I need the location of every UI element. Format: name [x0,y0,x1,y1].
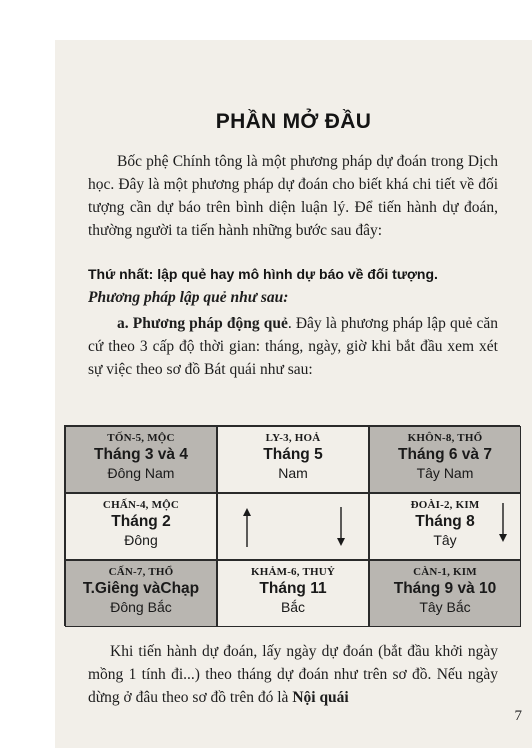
direction-label: Bắc [280,599,306,615]
grid-cell-center [217,493,369,560]
step-heading: Thứ nhất: lập quẻ hay mô hình dự báo về đối tượng. [88,266,438,282]
direction-label: Đông [124,532,158,548]
direction-label: Đông Bắc [110,599,172,615]
gua-label: KHẢM-6, THUỶ [250,566,336,578]
month-label: Tháng 8 [415,513,475,530]
month-label: Tháng 2 [111,513,171,530]
after-text: Khi tiến hành dự đoán, lấy ngày dự đoán (bắt đầu khởi ngày mồng 1 tính đi...) theo tháng dự đoán như trên sơ đồ. Nếu ngày dừng ở đâu theo sơ đồ trên đó là [88,643,498,706]
grid-cell-chan [65,493,217,560]
after-paragraph [88,640,498,709]
direction-label: Tây Nam [416,465,474,481]
direction-label: Đông Nam [107,465,175,481]
month-label: Tháng 5 [263,446,323,463]
method-heading: Phương pháp lập quẻ như sau: [88,289,289,306]
direction-label: Tây Bắc [419,599,471,615]
method-a-lead: a. Phương pháp động quẻ [117,315,288,332]
page-number: 7 [514,708,522,724]
bagua-grid [64,425,520,626]
gua-label: CHẤN-4, MỘC [102,499,180,511]
gua-label: CẤN-7, THỔ [108,566,174,578]
month-label: Tháng 11 [259,580,327,597]
grid-cell-ly [217,426,369,493]
month-label: Tháng 3 và 4 [94,446,188,463]
grid-cell-doai [369,493,521,560]
gua-label: TỐN-5, MỘC [107,432,175,444]
month-label: Tháng 6 và 7 [398,446,492,463]
arrow-down-icon [334,506,348,546]
method-a-text: . Đây là phương pháp lập quẻ căn cứ theo 3 cấp độ thời gian: tháng, ngày, giờ khi bắt đầu xem xét sự việc theo sơ đồ Bát quái như sau: [88,315,498,378]
grid-cell-can [65,560,217,627]
gua-label: CÀN-1, KIM [413,566,477,578]
grid-cell-ton [65,426,217,493]
month-label: T.Giêng vàChạp [82,580,200,597]
direction-label: Nam [278,465,308,481]
direction-label: Tây [433,532,457,548]
gua-label: ĐOÀI-2, KIM [410,499,480,511]
gua-label: LY-3, HOẢ [265,432,321,444]
method-a-paragraph [88,312,498,381]
book-page [55,40,532,748]
grid-cell-khon [369,426,521,493]
grid-cell-kham [217,560,369,627]
page-title: PHẦN MỞ ĐẦU [215,110,372,133]
month-label: Tháng 9 và 10 [393,580,497,597]
grid-cell-kien [369,560,521,627]
arrow-down-icon [496,502,510,542]
intro-paragraph: Bốc phệ Chính tông là một phương pháp dự đoán trong Dịch học. Đây là một phương pháp dự đoán cho biết khá chi tiết về đối tượng cần dự báo trên bình diện luận lý. Để tiến hành dự đoán, thường người ta tiến hành những bước sau đây: [88,153,498,239]
gua-label: KHÔN-8, THỔ [407,432,483,444]
arrow-up-icon [240,508,254,548]
after-bold: Nội quái [292,689,349,706]
